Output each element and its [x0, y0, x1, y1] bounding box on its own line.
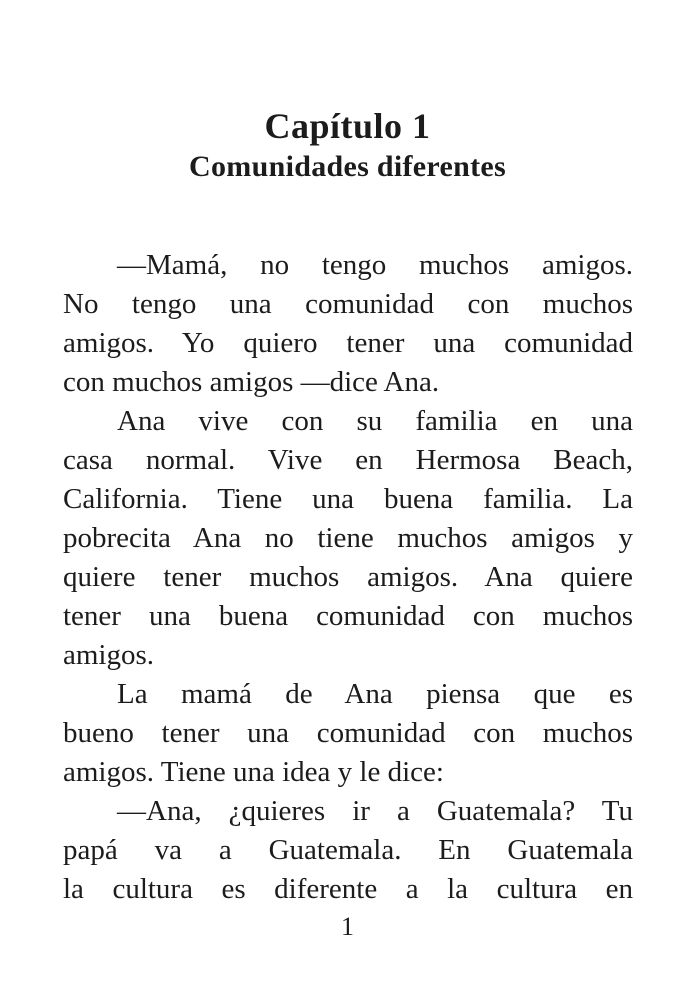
- text-line: casa normal. Vive en Hermosa Beach,: [63, 444, 633, 476]
- page-number: 1: [341, 912, 354, 941]
- text-line: bueno tener una comunidad con muchos: [63, 717, 633, 749]
- text-line: amigos. Yo quiero tener una comunidad: [63, 327, 633, 359]
- text-line: pobrecita Ana no tiene muchos amigos y: [63, 522, 633, 554]
- text-line: papá va a Guatemala. En Guatemala: [63, 834, 633, 866]
- chapter-title: Capítulo 1: [264, 106, 431, 146]
- text-line: amigos. Tiene una idea y le dice:: [63, 756, 444, 788]
- text-line: amigos.: [63, 639, 155, 671]
- body-text: [63, 246, 633, 909]
- text-line: tener una buena comunidad con muchos: [63, 600, 633, 632]
- text-line: la cultura es diferente a la cultura en: [63, 873, 633, 905]
- text-line: —Ana, ¿quieres ir a Guatemala? Tu: [117, 795, 633, 827]
- chapter-subtitle: Comunidades diferentes: [189, 150, 506, 183]
- text-line: —Mamá, no tengo muchos amigos.: [117, 249, 633, 281]
- text-line: No tengo una comunidad con muchos: [63, 288, 633, 320]
- text-line: California. Tiene una buena familia. La: [63, 483, 633, 515]
- text-line: La mamá de Ana piensa que es: [117, 678, 633, 710]
- text-line: Ana vive con su familia en una: [117, 405, 633, 437]
- text-line: quiere tener muchos amigos. Ana quiere: [63, 561, 633, 593]
- text-line: con muchos amigos —dice Ana.: [63, 366, 440, 398]
